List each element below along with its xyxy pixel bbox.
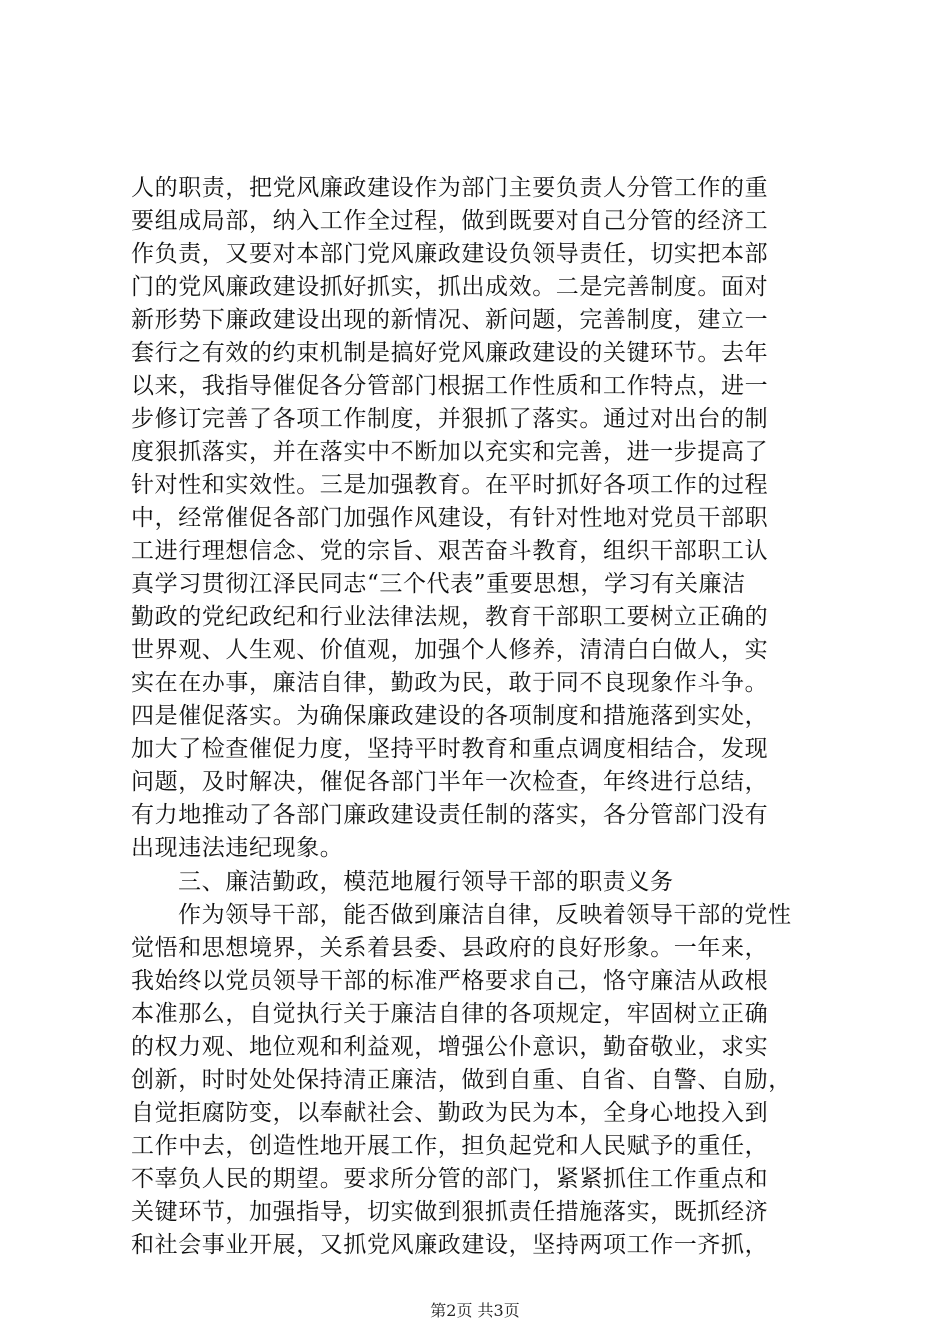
paragraph-line: 自觉拒腐防变，以奉献社会、勤政为民为本，全身心地投入到 (131, 1100, 769, 1126)
page-footer: 第2页 共3页 (430, 1301, 520, 1320)
body-text-line: 人的职责，把党风廉政建设作为部门主要负责人分管工作的重 (131, 175, 769, 201)
paragraph-line: 我始终以党员领导干部的标准严格要求自己，恪守廉洁从政根 (131, 968, 769, 994)
body-text-line: 套行之有效的约束机制是搞好党风廉政建设的关键环节。去年 (131, 340, 769, 366)
paragraph-line: 的权力观、地位观和利益观，增强公仆意识，勤奋敬业，求实 (131, 1034, 769, 1060)
body-text-line: 度狠抓落实，并在落实中不断加以充实和完善，进一步提高了 (131, 439, 769, 465)
body-text-line: 实在在办事，廉洁自律，勤政为民，敢于同不良现象作斗争。 (131, 670, 769, 696)
paragraph-line: 和社会事业开展，又抓党风廉政建设，坚持两项工作一齐抓， (131, 1232, 769, 1258)
body-text-line: 真学习贯彻江泽民同志“三个代表”重要思想，学习有关廉洁 (131, 571, 746, 597)
body-text-line: 工进行理想信念、党的宗旨、艰苦奋斗教育，组织干部职工认 (131, 538, 769, 564)
body-text-line: 步修订完善了各项工作制度，并狠抓了落实。通过对出台的制 (131, 406, 769, 432)
paragraph-line: 作为领导干部，能否做到廉洁自律，反映着领导干部的党性 (178, 902, 792, 928)
paragraph-line: 觉悟和思想境界，关系着县委、县政府的良好形象。一年来， (131, 935, 769, 961)
body-text-line: 世界观、人生观、价值观，加强个人修养，清清白白做人，实 (131, 637, 769, 663)
paragraph-line: 本准那么，自觉执行关于廉洁自律的各项规定，牢固树立正确 (131, 1001, 769, 1027)
paragraph-line: 创新，时时处处保持清正廉洁，做到自重、自省、自警、自励， (131, 1067, 792, 1093)
paragraph-line: 关键环节，加强指导，切实做到狠抓责任措施落实，既抓经济 (131, 1199, 769, 1225)
body-text-line: 有力地推动了各部门廉政建设责任制的落实，各分管部门没有 (131, 802, 769, 828)
body-text-line: 中，经常催促各部门加强作风建设，有针对性地对党员干部职 (131, 505, 769, 531)
body-text-line: 门的党风廉政建设抓好抓实，抓出成效。二是完善制度。面对 (131, 274, 769, 300)
body-text-line: 四是催促落实。为确保廉政建设的各项制度和措施落到实处， (131, 703, 769, 729)
section-heading: 三、廉洁勤政，模范地履行领导干部的职责义务 (178, 869, 674, 895)
body-text-line: 要组成局部，纳入工作全过程，做到既要对自己分管的经济工 (131, 208, 769, 234)
body-text-line: 新形势下廉政建设出现的新情况、新问题，完善制度，建立一 (131, 307, 769, 333)
paragraph-line: 不辜负人民的期望。要求所分管的部门，紧紧抓住工作重点和 (131, 1166, 769, 1192)
body-text-line: 作负责，又要对本部门党风廉政建设负领导责任，切实把本部 (131, 241, 769, 267)
body-text-line: 勤政的党纪政纪和行业法律法规，教育干部职工要树立正确的 (131, 604, 769, 630)
paragraph-line: 工作中去，创造性地开展工作，担负起党和人民赋予的重任， (131, 1133, 769, 1159)
body-text-line: 问题，及时解决，催促各部门半年一次检查，年终进行总结， (131, 769, 769, 795)
body-text-line: 出现违法违纪现象。 (131, 835, 344, 861)
body-text-line: 以来，我指导催促各分管部门根据工作性质和工作特点，进一 (131, 373, 769, 399)
body-text-line: 加大了检查催促力度，坚持平时教育和重点调度相结合，发现 (131, 736, 769, 762)
body-text-line: 针对性和实效性。三是加强教育。在平时抓好各项工作的过程 (131, 472, 769, 498)
